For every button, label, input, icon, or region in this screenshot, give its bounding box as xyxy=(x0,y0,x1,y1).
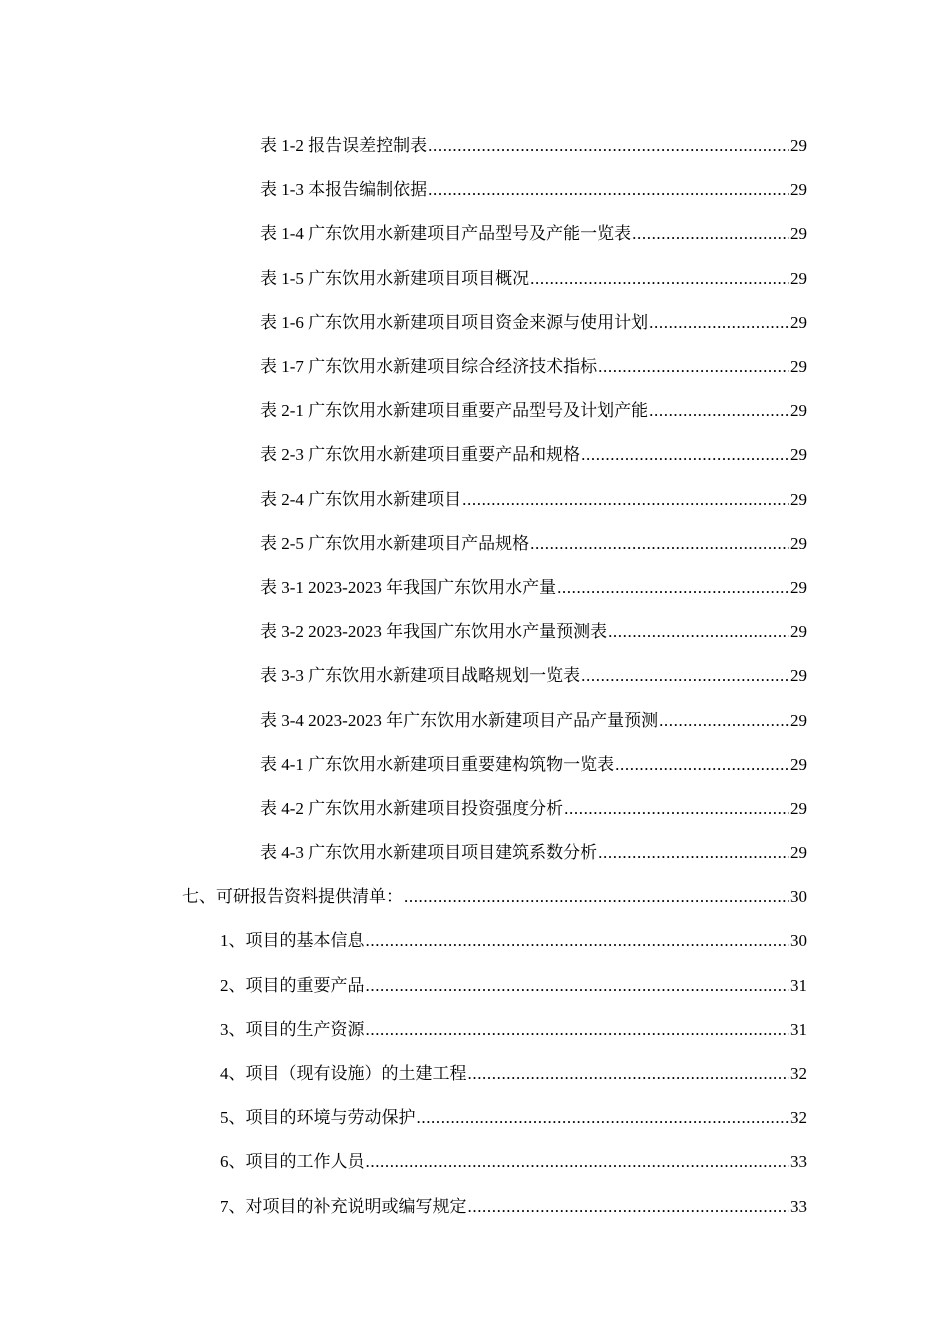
toc-entry-line xyxy=(220,1150,807,1174)
toc-entry-line xyxy=(260,267,807,291)
dot-leader xyxy=(366,929,790,953)
toc-entry[interactable] xyxy=(0,212,950,256)
toc-entry-line xyxy=(260,841,807,865)
dot-leader xyxy=(468,1195,790,1219)
toc-entry-title: 表 2-3 广东饮用水新建项目重要产品和规格 xyxy=(260,445,581,465)
dot-leader xyxy=(615,753,789,777)
dot-leader xyxy=(632,222,789,246)
toc-entry[interactable] xyxy=(0,1008,950,1052)
toc-page-number: 29 xyxy=(790,312,807,332)
toc-page-number: 29 xyxy=(790,357,807,377)
toc-entry[interactable] xyxy=(0,698,950,742)
toc-page-number: 29 xyxy=(790,843,807,863)
toc-entry-title: 表 3-2 2023-2023 年我国广东饮用水产量预测表 xyxy=(260,622,608,642)
toc-entry-line xyxy=(260,797,807,821)
toc-entry[interactable] xyxy=(0,389,950,433)
toc-page-number: 30 xyxy=(790,887,807,907)
toc-entry[interactable] xyxy=(0,1096,950,1140)
toc-entry[interactable] xyxy=(0,522,950,566)
toc-page-number: 29 xyxy=(790,710,807,730)
toc-page-number: 30 xyxy=(790,931,807,951)
dot-leader xyxy=(468,1062,790,1086)
toc-entry-title: 表 1-3 本报告编制依据 xyxy=(260,180,428,200)
toc-entry-title: 表 1-6 广东饮用水新建项目项目资金来源与使用计划 xyxy=(260,312,649,332)
toc-entry[interactable] xyxy=(0,1140,950,1184)
toc-page-number: 29 xyxy=(790,666,807,686)
dot-leader xyxy=(598,355,789,379)
toc-entry-line xyxy=(220,1062,807,1086)
toc-page-number: 29 xyxy=(790,136,807,156)
toc-entry-title: 3、项目的生产资源 xyxy=(220,1019,365,1039)
dot-leader xyxy=(659,709,789,733)
toc-entry-line xyxy=(260,753,807,777)
toc-entry[interactable] xyxy=(0,566,950,610)
toc-entry-line xyxy=(260,443,807,467)
toc-page-number: 29 xyxy=(790,533,807,553)
toc-entry[interactable] xyxy=(0,124,950,168)
toc-entry-line xyxy=(260,399,807,423)
dot-leader xyxy=(581,664,789,688)
dot-leader xyxy=(649,311,789,335)
toc-page-number: 29 xyxy=(790,798,807,818)
dot-leader xyxy=(564,797,789,821)
toc-page-number: 29 xyxy=(790,622,807,642)
dot-leader xyxy=(428,134,789,158)
toc-page-number: 29 xyxy=(790,754,807,774)
toc-page-number: 32 xyxy=(790,1064,807,1084)
toc-entry-title: 表 3-3 广东饮用水新建项目战略规划一览表 xyxy=(260,666,581,686)
toc-entry-title: 表 2-1 广东饮用水新建项目重要产品型号及计划产能 xyxy=(260,401,649,421)
toc-page-number: 31 xyxy=(790,975,807,995)
toc-page-number: 29 xyxy=(790,180,807,200)
dot-leader xyxy=(404,885,789,909)
toc-entry[interactable] xyxy=(0,787,950,831)
toc-entry[interactable] xyxy=(0,168,950,212)
toc-page-number: 29 xyxy=(790,577,807,597)
toc-page-number: 29 xyxy=(790,268,807,288)
toc-entry[interactable] xyxy=(0,1052,950,1096)
toc-entry-title: 5、项目的环境与劳动保护 xyxy=(220,1108,416,1128)
toc-entry-line xyxy=(260,488,807,512)
toc-entry-line xyxy=(260,311,807,335)
toc-page-number: 32 xyxy=(790,1108,807,1128)
toc-entry-title: 表 2-4 广东饮用水新建项目 xyxy=(260,489,462,509)
toc-entry-line xyxy=(260,620,807,644)
toc-entry[interactable] xyxy=(0,964,950,1008)
toc-entry-title: 表 1-7 广东饮用水新建项目综合经济技术指标 xyxy=(260,357,598,377)
table-of-contents xyxy=(0,124,950,1229)
toc-page-number: 29 xyxy=(790,445,807,465)
toc-page-number: 29 xyxy=(790,401,807,421)
toc-entry-title: 2、项目的重要产品 xyxy=(220,975,365,995)
dot-leader xyxy=(608,620,789,644)
toc-entry-line xyxy=(220,1106,807,1130)
toc-entry[interactable] xyxy=(0,919,950,963)
dot-leader xyxy=(598,841,789,865)
dot-leader xyxy=(530,532,789,556)
dot-leader xyxy=(649,399,789,423)
toc-entry-title: 6、项目的工作人员 xyxy=(220,1152,365,1172)
toc-entry-line xyxy=(260,709,807,733)
toc-entry-line xyxy=(220,1018,807,1042)
toc-entry-line xyxy=(260,576,807,600)
toc-entry-line xyxy=(220,1195,807,1219)
toc-page-number: 29 xyxy=(790,224,807,244)
toc-page-number: 33 xyxy=(790,1196,807,1216)
toc-entry[interactable] xyxy=(0,610,950,654)
dot-leader xyxy=(366,974,790,998)
toc-page-number: 29 xyxy=(790,489,807,509)
toc-entry-title: 4、项目（现有设施）的土建工程 xyxy=(220,1064,467,1084)
toc-entry-title: 1、项目的基本信息 xyxy=(220,931,365,951)
toc-entry[interactable] xyxy=(0,478,950,522)
dot-leader xyxy=(366,1150,790,1174)
toc-entry[interactable] xyxy=(0,831,950,875)
toc-entry-title: 表 3-1 2023-2023 年我国广东饮用水产量 xyxy=(260,577,557,597)
toc-entry[interactable] xyxy=(0,743,950,787)
toc-entry-title: 表 1-5 广东饮用水新建项目项目概况 xyxy=(260,268,530,288)
toc-entry-line xyxy=(260,355,807,379)
dot-leader xyxy=(417,1106,790,1130)
toc-entry-title: 七、可研报告资料提供清单： xyxy=(182,887,403,907)
dot-leader xyxy=(462,488,789,512)
toc-entry-title: 表 4-2 广东饮用水新建项目投资强度分析 xyxy=(260,798,564,818)
dot-leader xyxy=(557,576,789,600)
toc-entry-line xyxy=(220,929,807,953)
toc-entry-line xyxy=(260,134,807,158)
toc-entry-title: 7、对项目的补充说明或编写规定 xyxy=(220,1196,467,1216)
toc-entry-line xyxy=(260,178,807,202)
toc-entry[interactable] xyxy=(0,345,950,389)
dot-leader xyxy=(530,267,789,291)
toc-page-number: 31 xyxy=(790,1019,807,1039)
dot-leader xyxy=(428,178,789,202)
toc-entry-line xyxy=(260,222,807,246)
toc-entry[interactable] xyxy=(0,875,950,919)
toc-entry-title: 表 1-2 报告误差控制表 xyxy=(260,136,428,156)
toc-entry-title: 表 4-3 广东饮用水新建项目项目建筑系数分析 xyxy=(260,843,598,863)
toc-entry-title: 表 3-4 2023-2023 年广东饮用水新建项目产品产量预测 xyxy=(260,710,659,730)
toc-entry-title: 表 2-5 广东饮用水新建项目产品规格 xyxy=(260,533,530,553)
toc-entry-line xyxy=(182,885,807,909)
toc-entry-line xyxy=(260,664,807,688)
toc-entry-line xyxy=(260,532,807,556)
toc-entry-title: 表 1-4 广东饮用水新建项目产品型号及产能一览表 xyxy=(260,224,632,244)
toc-entry-title: 表 4-1 广东饮用水新建项目重要建构筑物一览表 xyxy=(260,754,615,774)
dot-leader xyxy=(581,443,789,467)
toc-page-number: 33 xyxy=(790,1152,807,1172)
toc-entry-line xyxy=(220,974,807,998)
toc-entry[interactable] xyxy=(0,1185,950,1229)
toc-entry[interactable] xyxy=(0,257,950,301)
dot-leader xyxy=(366,1018,790,1042)
toc-entry[interactable] xyxy=(0,433,950,477)
toc-entry[interactable] xyxy=(0,654,950,698)
toc-entry[interactable] xyxy=(0,301,950,345)
